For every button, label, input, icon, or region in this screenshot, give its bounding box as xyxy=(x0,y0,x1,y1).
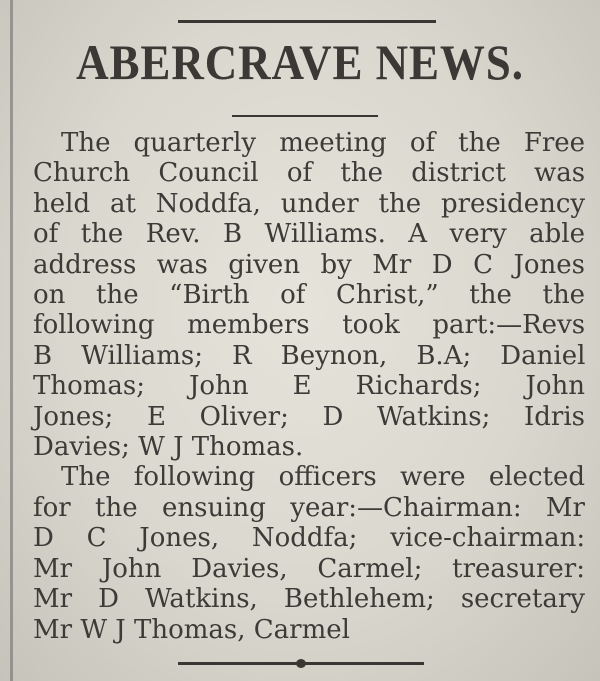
text-line: of the Rev. B Williams. A very able xyxy=(33,219,585,250)
text-line: Mr W J Thomas, Carmel xyxy=(33,614,350,645)
text-line: for the ensuing year:—Chairman: Mr xyxy=(33,492,585,523)
text-line: Mr D Watkins, Bethlehem; secretary xyxy=(33,584,585,615)
text-line: Thomas; John E Richards; John xyxy=(33,371,586,402)
text-line: held at Noddfa, under the presidency xyxy=(33,188,586,219)
text-line: on the “Birth of Christ,” the the xyxy=(33,280,586,311)
top-rule xyxy=(178,20,436,23)
column-divider xyxy=(10,0,13,681)
text-line: Jones; E Oliver; D Watkins; Idris xyxy=(33,401,586,432)
text-line: Mr John Davies, Carmel; treasurer: xyxy=(33,553,585,584)
text-line: Davies; W J Thomas. xyxy=(33,432,304,463)
text-line: B Williams; R Beynon, B.A; Daniel xyxy=(33,340,586,371)
article-body xyxy=(33,128,585,645)
bottom-rule xyxy=(178,662,424,665)
headline-underline xyxy=(232,115,378,117)
text-line: following members took part:—Revs xyxy=(33,310,586,341)
headline: ABERCRAVE NEWS. xyxy=(76,34,524,90)
paragraph-2 xyxy=(33,462,585,644)
text-line: The quarterly meeting of the Free xyxy=(61,128,586,158)
paragraph-1 xyxy=(33,128,585,462)
text-line: Church Council of the district was xyxy=(33,158,586,189)
text-line: D C Jones, Noddfa; vice-chairman: xyxy=(33,523,586,554)
text-line: address was given by Mr D C Jones xyxy=(33,249,585,280)
text-line: The following officers were elected xyxy=(61,462,585,493)
